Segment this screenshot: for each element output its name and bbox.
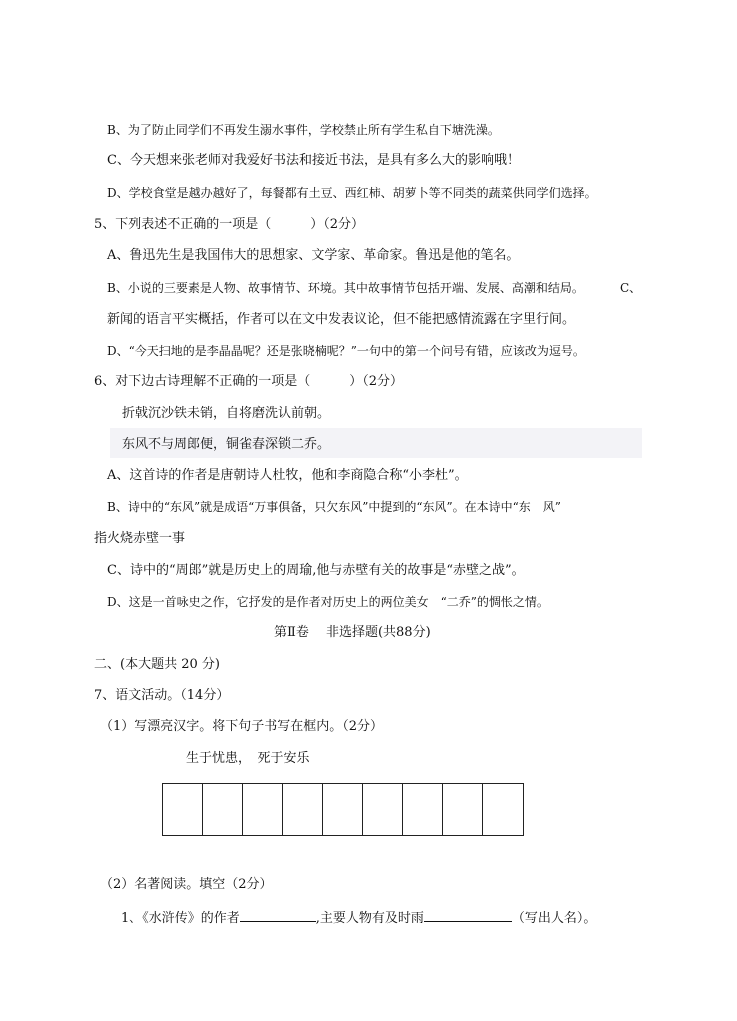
- q5-option-b: B、小说的三要素是人物、故事情节、环境。其中故事情节包括开端、发展、高潮和结局。: [107, 281, 584, 295]
- q7-sub2: （2）名著阅读。填空（2分）: [100, 877, 273, 892]
- writing-cell[interactable]: [403, 784, 443, 835]
- q6-option-a: A、这首诗的作者是唐朝诗人杜牧，他和李商隐合称“小李杜”。: [107, 468, 468, 483]
- section-heading: 二、(本大题共 20 分): [94, 657, 220, 672]
- q5-option-c-prefix: C、: [620, 281, 642, 295]
- q6-option-b-continued: 指火烧赤壁一事: [94, 531, 186, 546]
- q4-option-d: D、学校食堂是越办越好了，每餐都有土豆、西红柿、胡萝卜等不同类的蔬菜供同学们选择。: [107, 186, 597, 200]
- fill-label-character: ,主要人物有及时雨: [315, 911, 424, 926]
- q5-stem: 5、下列表述不正确的一项是（ ）（2分）: [94, 217, 365, 232]
- writing-cell[interactable]: [243, 784, 283, 835]
- q4-option-c: C、今天想来张老师对我爱好书法和接近书法，是具有多么大的影响哦！: [107, 153, 520, 168]
- writing-cell[interactable]: [283, 784, 323, 835]
- q7-heading: 7、语文活动。（14分）: [94, 688, 230, 703]
- writing-cell[interactable]: [483, 784, 523, 835]
- writing-cell[interactable]: [363, 784, 403, 835]
- author-blank[interactable]: [240, 907, 316, 922]
- q6-option-d: D、这是一首咏史之作，它抒发的是作者对历史上的两位美女 “二乔”的惆怅之情。: [107, 595, 549, 609]
- character-blank[interactable]: [424, 907, 512, 922]
- q5-option-c-text: 新闻的语言平实概括，作者可以在文中发表议论，但不能把感情流露在字里行间。: [107, 312, 576, 327]
- fill-in-line: [121, 907, 596, 928]
- q5-option-d: D、“今天扫地的是李晶晶呢？还是张晓楠呢？”一句中的第一个问号有错，应该改为逗号。: [107, 344, 585, 358]
- writing-cell[interactable]: [443, 784, 483, 835]
- q5-option-a: A、鲁迅先生是我国伟大的思想家、文学家、革命家。鲁迅是他的笔名。: [107, 248, 520, 263]
- poem-line-2: 东风不与周郎便，铜雀春深锁二乔。: [122, 437, 331, 452]
- writing-grid[interactable]: [162, 783, 524, 836]
- q6-stem: 6、对下边古诗理解不正确的一项是（ ）（2分）: [94, 374, 404, 389]
- writing-cell[interactable]: [163, 784, 203, 835]
- q6-option-c: C、诗中的“周郎”就是历史上的周瑜,他与赤壁有关的故事是“赤壁之战”。: [107, 563, 525, 578]
- fill-label-tail: （写出人名）。: [511, 911, 597, 926]
- q4-option-b: B、为了防止同学们不再发生溺水事件，学校禁止所有学生私自下塘洗澡。: [107, 123, 500, 137]
- q7-sub1: （1）写漂亮汉字。将下句子书写在框内。（2分）: [100, 719, 384, 734]
- fill-label-author: 1､《水浒传》的作者: [121, 911, 240, 926]
- writing-cell[interactable]: [203, 784, 243, 835]
- writing-cell[interactable]: [323, 784, 363, 835]
- poem-line-1: 折戟沉沙铁未销，自将磨洗认前朝。: [122, 406, 331, 421]
- phrase-to-write: 生于忧患， 死于安乐: [186, 751, 310, 766]
- q6-option-b: B、诗中的“东风”就是成语“万事俱备，只欠东风”中提到的“东风”。在本诗中“东 风”: [107, 500, 561, 514]
- part2-title: 第Ⅱ卷 非选择题(共88分): [274, 625, 431, 640]
